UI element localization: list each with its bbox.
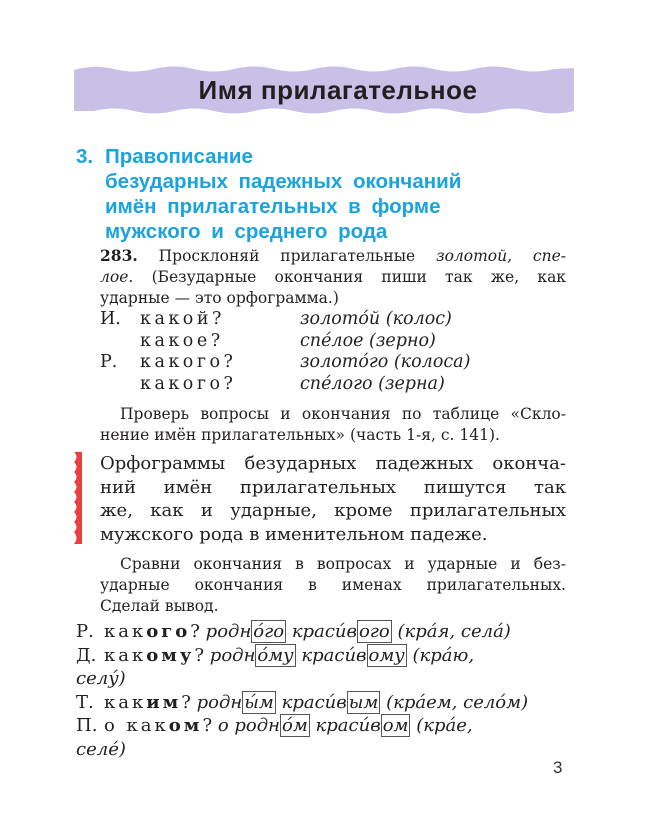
exercise-line-2 [100, 267, 566, 288]
case-line-dative: Д. какому? родн о́му краси́в ому (кра́ю, [76, 644, 475, 666]
case-label [100, 374, 140, 396]
ending-box: ы́м [244, 691, 274, 713]
case-question: какое? [140, 330, 224, 351]
compare-instruction [100, 554, 566, 617]
rule-line: мужского рода в именительном падеже. [100, 523, 488, 545]
case-question: какой? [140, 309, 225, 329]
spelling-rule [100, 452, 566, 546]
compare-line-1: Сравни окончания в вопросах и ударные и без- [120, 555, 566, 573]
chapter-title: Имя прилагательное [198, 74, 478, 105]
section-title-part: Правописание [105, 145, 253, 168]
compare-line-2: ударные окончания в именах прилагательных. [100, 576, 566, 594]
declension-table [100, 309, 470, 395]
ending-box: о́го [253, 621, 285, 642]
rule-line: же, как и ударные, кроме прилагательных [100, 500, 566, 521]
exercise-text: Просклоняй прилагательные [158, 247, 416, 265]
section-number: 3. [76, 145, 94, 168]
case-label: И. [100, 309, 121, 329]
case-line-genitive: Р. какого? родн о́го краси́в ого (кра́я, села́) [76, 621, 511, 642]
exercise-words: золотой, спе- [436, 247, 566, 265]
ending-box: о́му [257, 644, 294, 666]
case-question: какого? [140, 373, 237, 394]
declension-row [100, 352, 470, 374]
exercise-283 [100, 245, 566, 309]
exercise-number: 283. [100, 246, 138, 265]
declension-row [100, 374, 470, 396]
rule-wavy-marker-icon [72, 452, 82, 544]
ending-box: ого [358, 621, 390, 642]
section-heading-line-1 [76, 144, 576, 169]
case-line-instrumental: Т. каким? родн ы́м краси́в ым (кра́ем, село́м) [76, 691, 529, 713]
exercise-line-3: ударные — это орфограмма.) [100, 289, 339, 307]
exercise-line-1 [100, 245, 566, 267]
compare-line-3: Сделай вывод. [100, 597, 219, 615]
case-answer: золото́й (колос) [300, 309, 452, 329]
case-endings-list [76, 620, 576, 761]
rule-line: Орфограммы безударных падежных оконча- [100, 453, 566, 474]
ending-box: ому [368, 644, 405, 666]
check-line-2: нение имён прилагательных» (часть 1-я, с. 141). [100, 426, 500, 444]
section-heading-line-2: безударных падежных окончаний [105, 170, 462, 193]
ending-box: ым [348, 691, 379, 713]
case-label [100, 331, 140, 353]
case-line-prepositional: П. о каком? о родн о́м краси́в ом (кра́е, [76, 715, 473, 736]
rule-line: ний имён прилагательных пишутся так [100, 476, 566, 498]
exercise-note: (Безударные окончания пиши так же, как [151, 268, 566, 286]
case-answer: спе́лое (зерно) [300, 330, 436, 351]
section-heading-line-3: имён прилагательных в форме [105, 195, 441, 218]
declension-row [100, 331, 470, 353]
section-heading-line-4: мужского и среднего рода [105, 220, 388, 243]
check-instruction [100, 404, 566, 446]
case-label: Р. [100, 352, 118, 372]
declension-row [100, 309, 470, 331]
chapter-banner [74, 64, 574, 116]
case-line-dative-cont: селу́) [76, 668, 126, 689]
section-heading [76, 144, 576, 244]
exercise-words-cont: лое. [100, 268, 134, 286]
ending-box: ом [382, 715, 409, 736]
page-number: 3 [553, 758, 563, 777]
ending-box: о́м [282, 715, 308, 736]
case-question: какого? [140, 352, 237, 372]
case-answer: золото́го (колоса) [300, 352, 471, 372]
check-line-1: Проверь вопросы и окончания по таблице «Скло- [120, 405, 566, 423]
case-answer: спе́лого (зерна) [300, 373, 445, 394]
case-line-prepositional-cont: селе́) [76, 738, 126, 760]
